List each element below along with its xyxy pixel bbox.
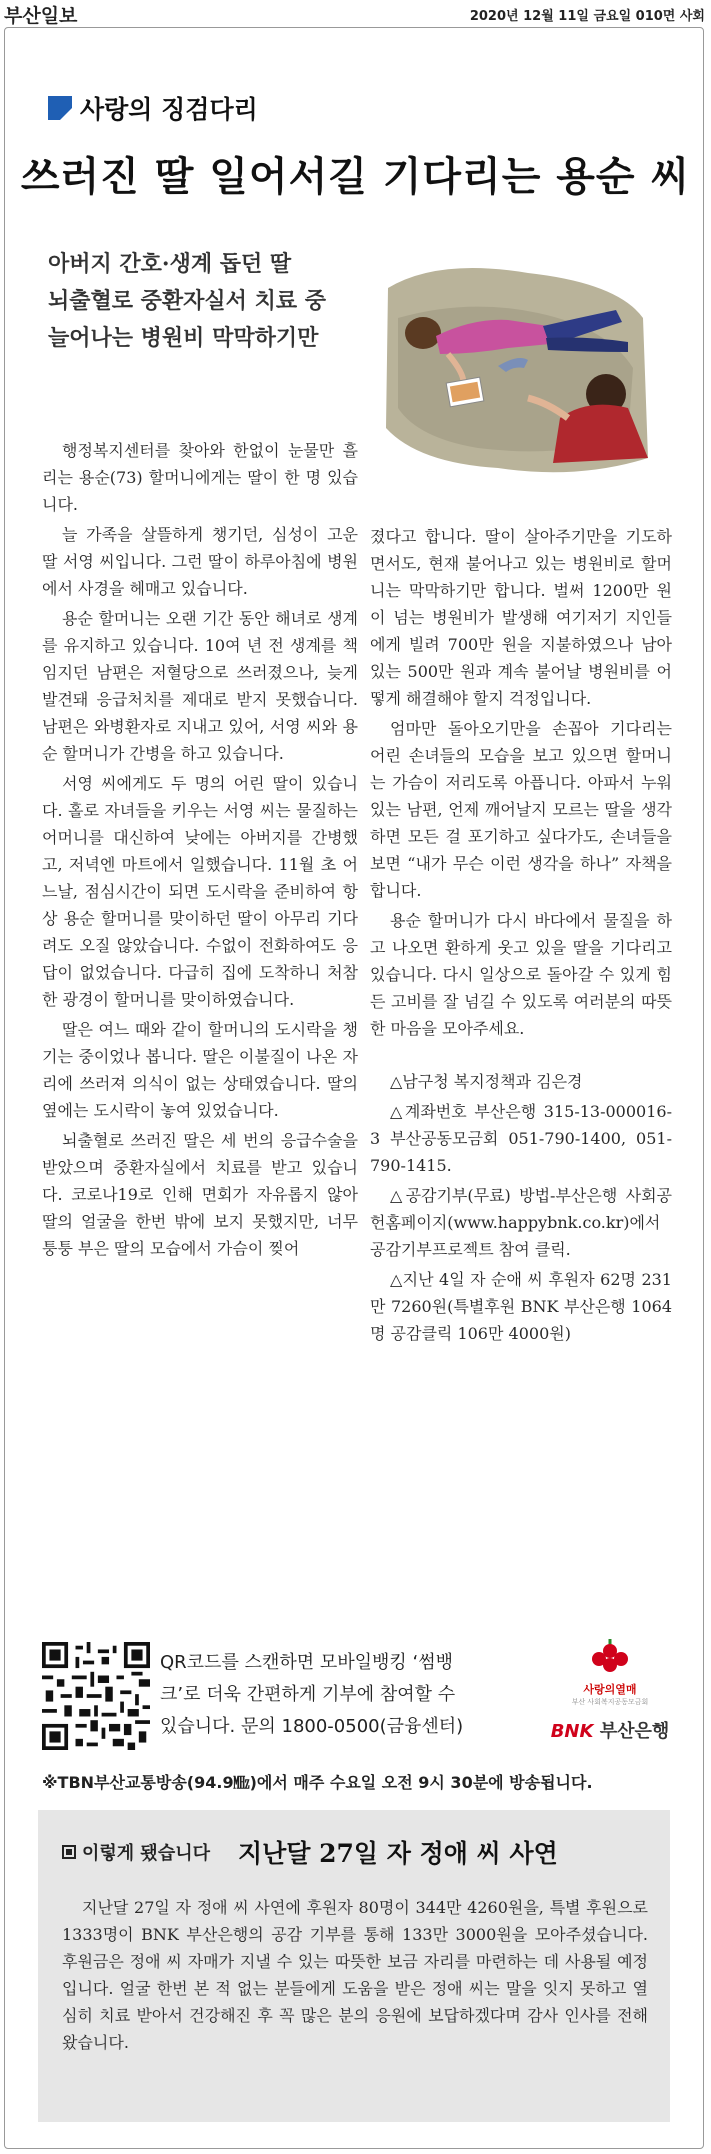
series-square-icon: [48, 96, 72, 120]
paragraph: 행정복지센터를 찾아와 한없이 눈물만 흘리는 용순(73) 할머니에게는 딸이 한 명 있습니다.: [42, 441, 358, 514]
square-bullet-icon: [62, 1845, 76, 1859]
charity-sub: 부산 사회복지공동모금회: [571, 1698, 649, 1706]
credits: [370, 1068, 672, 1347]
illustration-fallen-daughter-with-mother-icon: [378, 258, 648, 478]
series-label-text: 사랑의 징검다리: [80, 95, 258, 124]
charity-name: 사랑의열매: [583, 1683, 637, 1696]
charity-logo: [550, 1635, 670, 1755]
paragraph: 용순 할머니는 오랜 기간 동안 해녀로 생계를 유지하고 있습니다. 10여 년 전 생계를 책임지던 남편은 저혈당으로 쓰러졌으나, 늦게 발견돼 응급처치를 제대로 받지 못했습니다. 남편은 와병환자로 지내고 있어, 서영 씨와 용순 할머니가 간병을 하고 있습니다.: [42, 609, 358, 763]
qr-code-icon[interactable]: [42, 1642, 150, 1750]
followup-tag: [62, 1839, 210, 1865]
paragraph: 용순 할머니가 다시 바다에서 물질을 하고 나오면 환하게 웃고 있을 딸을 기다리고 있습니다. 다시 일상으로 돌아갈 수 있게 힘든 고비를 잘 넘길 수 있도록 여러분의 따뜻한 마음을 모아주세요.: [370, 911, 672, 1038]
newspaper-name: 부산일보: [4, 5, 78, 27]
article-column-left: [42, 437, 358, 1265]
subhead-line: 늘어나는 병원비 막막하기만: [48, 325, 319, 351]
credit-line: △계좌번호 부산은행 315-13-000016-3 부산공동모금회 051-790-1400, 051-790-1415.: [370, 1102, 672, 1175]
credit-line: △공감기부(무료) 방법-부산은행 사회공헌홈페이지(www.happybnk.co.kr)에서 공감기부프로젝트 참여 클릭.: [370, 1186, 672, 1259]
paragraph: 뇌출혈로 쓰러진 딸은 세 번의 응급수술을 받았으며 중환자실에서 치료를 받고 있습니다. 코로나19로 인해 면회가 자유롭지 않아 딸의 얼굴을 한번 밖에 보지 못했지만, 너무 퉁퉁 부은 딸의 모습에서 가슴이 찢어: [42, 1131, 358, 1258]
credit-line: △지난 4일 자 순애 씨 후원자 62명 231만 7260원(특별후원 BNK 부산은행 1064명 공감클릭 106만 4000원): [370, 1270, 672, 1343]
qr-line: 있습니다. 문의 1800-0500(금융센터): [160, 1716, 464, 1737]
headline: 쓰러진 딸 일어서길 기다리는 용순 씨: [20, 154, 691, 200]
dateline: 2020년 12월 11일 금요일 010면 사회: [469, 9, 705, 24]
series-label: [48, 92, 258, 124]
broadcast-note: ※TBN부산교통방송(94.9㎒)에서 매주 수요일 오전 9시 30분에 방송됩니다.: [42, 1773, 593, 1792]
paragraph: 서영 씨에게도 두 명의 어린 딸이 있습니다. 홀로 자녀들을 키우는 서영 씨는 물질하는 어머니를 대신하여 낮에는 아버지를 간병했고, 저녁엔 마트에서 일했습니다. 11월 초 어느날, 점심시간이 되면 도시락을 준비하여 항상 용순 할머니를 맞이하던 딸이 아무리 기다려도 오질 않았습니다. 수없이 전화하여도 응답이 없었습니다. 다급히 집에 도착하니 처참한 광경이 할머니를 맞이하였습니다.: [42, 774, 358, 1009]
paragraph: 졌다고 합니다. 딸이 살아주기만을 기도하면서도, 현재 불어나고 있는 병원비로 할머니는 막막하기만 합니다. 벌써 1200만 원이 넘는 병원비가 발생해 여기저기 지인들에게 빌려 700만 원을 지불하였으나 남아있는 500만 원과 계속 불어날 병원비를 어떻게 해결해야 할지 걱정입니다.: [370, 527, 672, 708]
followup-tag-text: 이렇게 됐습니다: [82, 1843, 210, 1864]
paragraph: 엄마만 돌아오기만을 손꼽아 기다리는 어린 손녀들의 모습을 보고 있으면 할머니는 가슴이 저리도록 아픕니다. 아파서 누워있는 남편, 언제 깨어날지 모르는 딸을 생각하면 모든 걸 포기하고 싶다가도, 손녀들을 보면 “내가 무슨 이런 생각을 하나” 자책을 합니다.: [370, 719, 672, 900]
followup-header: [62, 1834, 558, 1870]
credit-line: △남구청 복지정책과 김은경: [390, 1072, 583, 1091]
bnk-brand: BNK: [550, 1721, 594, 1742]
paragraph: 늘 가족을 살뜰하게 챙기던, 심성이 고운 딸 서영 씨입니다. 그런 딸이 하루아침에 병원에서 사경을 헤매고 있습니다.: [42, 525, 358, 598]
love-fruit-logo-icon: [583, 1635, 637, 1675]
followup-body: 지난달 27일 자 정애 씨 사연에 후원자 80명이 344만 4260원을, 특별 후원으로 1333명이 BNK 부산은행의 공감 기부를 통해 133만 3000원을 모아주셨습니다. 후원금은 정애 씨 자매가 지낼 수 있는 따뜻한 보금 자리를 마련하는 데 사용될 예정입니다. 얼굴 한번 본 적 없는 분들에게 도움을 받은 정애 씨는 말을 잇지 못하고 열심히 치료 받아서 건강해진 후 꼭 많은 분의 응원에 보답하겠다며 감사 인사를 전해 왔습니다.: [62, 1898, 648, 2052]
qr-line: QR코드를 스캔하면 모바일뱅킹 ‘썸뱅: [160, 1652, 453, 1673]
bank-name: 부산은행: [599, 1721, 670, 1742]
followup-title: 지난달 27일 자 정애 씨 사연: [237, 1839, 558, 1868]
article-column-right: [370, 523, 672, 1350]
qr-line: 크’로 더욱 간편하게 기부에 참여할 수: [160, 1684, 456, 1705]
subhead: [48, 246, 378, 357]
masthead: [0, 0, 711, 26]
bank-logo: [550, 1717, 670, 1743]
subhead-line: 아버지 간호·생계 돕던 딸: [48, 251, 292, 277]
qr-instructions: [160, 1647, 532, 1743]
followup-box: [38, 1810, 670, 2122]
paragraph: 딸은 여느 때와 같이 할머니의 도시락을 챙기는 중이었나 봅니다. 딸은 이불질이 나온 자리에 쓰러져 의식이 없는 상태였습니다. 딸의 옆에는 도시락이 놓여 있었습니다.: [42, 1020, 358, 1120]
subhead-line: 뇌출혈로 중환자실서 치료 중: [48, 288, 327, 314]
